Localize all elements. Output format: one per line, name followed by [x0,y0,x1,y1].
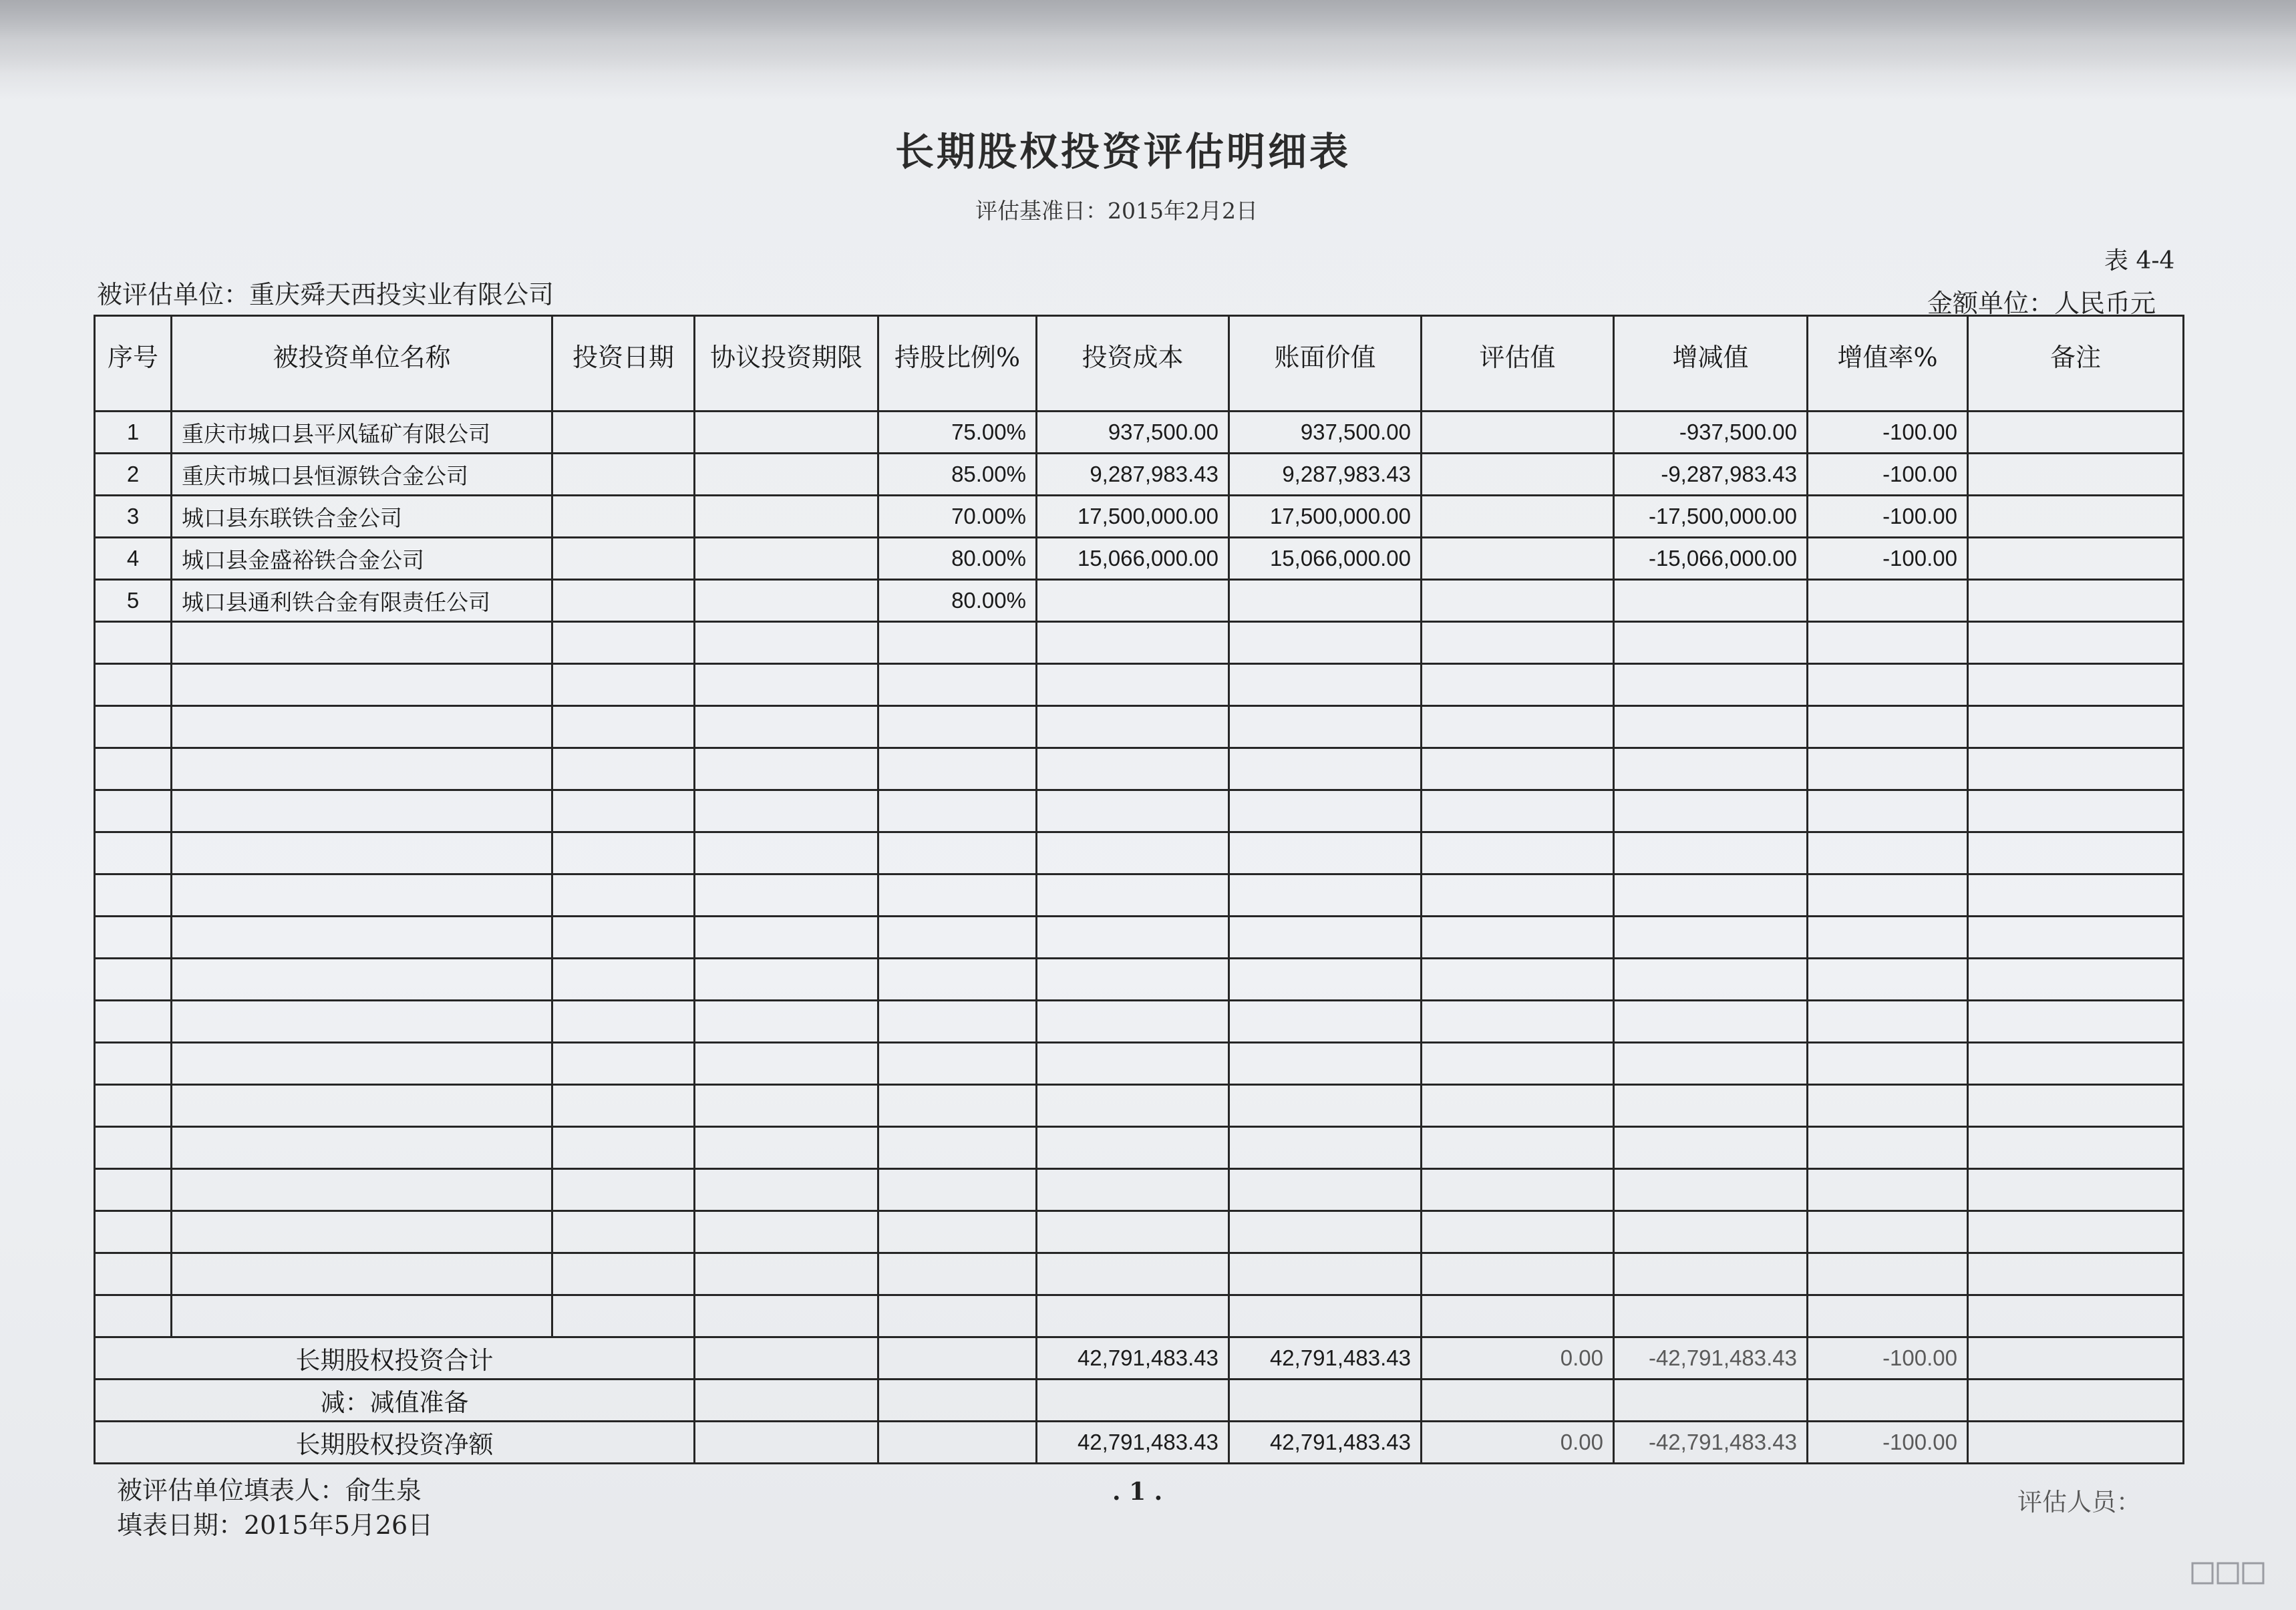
cell-eval [1422,454,1614,496]
evaluated-unit: 被评估单位：重庆舜天西投实业有限公司 [97,280,554,309]
summary-label: 减：减值准备 [95,1380,695,1422]
cell-diff [1614,580,1808,622]
summary-book [1229,1380,1422,1422]
summary-row-impairment [95,1380,2184,1422]
cell-term [695,580,878,622]
table-number: 表 4-4 [2104,247,2175,275]
summary-label: 长期股权投资合计 [95,1337,695,1380]
col-header-eval: 评估值 [1422,316,1614,412]
col-header-term: 协议投资期限 [695,316,878,412]
table-row [95,496,2184,538]
summary-eval: 0.00 [1422,1422,1614,1464]
scan-shadow [0,0,2296,73]
summary-eval: 0.00 [1422,1337,1614,1380]
col-header-note: 备注 [1968,316,2184,412]
summary-cost: 42,791,483.43 [1037,1422,1229,1464]
document-title: 长期股权投资评估明细表 [895,129,1351,174]
cell-date [552,412,695,454]
cell-cost: 937,500.00 [1037,412,1229,454]
empty-row [95,706,2184,748]
summary-row-total [95,1337,2184,1380]
cell-term [695,496,878,538]
cell-eval [1422,412,1614,454]
empty-row [95,1295,2184,1337]
cell-book: 15,066,000.00 [1229,538,1422,580]
table-header-row [95,316,2184,412]
summary-cost: 42,791,483.43 [1037,1337,1229,1380]
summary-rate: -100.00 [1808,1337,1968,1380]
col-header-date: 投资日期 [552,316,695,412]
empty-row [95,1211,2184,1253]
cell-no: 2 [95,454,172,496]
cell-term [695,538,878,580]
summary-book: 42,791,483.43 [1229,1337,1422,1380]
empty-row [95,874,2184,917]
cell-cost: 15,066,000.00 [1037,538,1229,580]
empty-row [95,1253,2184,1295]
cell-rate: -100.00 [1808,538,1968,580]
cell-note [1968,412,2184,454]
cell-no: 5 [95,580,172,622]
summary-row-net [95,1422,2184,1464]
cell-book: 17,500,000.00 [1229,496,1422,538]
col-header-name: 被投资单位名称 [172,316,552,412]
col-header-cost: 投资成本 [1037,316,1229,412]
empty-row [95,664,2184,706]
cell-book: 937,500.00 [1229,412,1422,454]
cell-date [552,580,695,622]
col-header-diff: 增减值 [1614,316,1808,412]
empty-row [95,622,2184,664]
summary-label: 长期股权投资净额 [95,1422,695,1464]
summary-rate: -100.00 [1808,1422,1968,1464]
summary-rate [1808,1380,1968,1422]
cell-date [552,538,695,580]
cell-ratio: 80.00% [878,580,1037,622]
cell-note [1968,580,2184,622]
cell-cost: 9,287,983.43 [1037,454,1229,496]
empty-row [95,1169,2184,1211]
empty-row [95,748,2184,790]
col-header-no: 序号 [95,316,172,412]
cell-date [552,496,695,538]
cell-diff: -9,287,983.43 [1614,454,1808,496]
cell-name: 城口县东联铁合金公司 [172,496,552,538]
cell-date [552,454,695,496]
col-header-ratio: 持股比例% [878,316,1037,412]
cell-name: 城口县金盛裕铁合金公司 [172,538,552,580]
cell-no: 1 [95,412,172,454]
cell-no: 3 [95,496,172,538]
empty-row [95,832,2184,874]
investment-table [94,315,2184,1464]
summary-book: 42,791,483.43 [1229,1422,1422,1464]
empty-row [95,959,2184,1001]
table-row [95,454,2184,496]
cell-note [1968,454,2184,496]
cell-name: 城口县通利铁合金有限责任公司 [172,580,552,622]
cell-eval [1422,496,1614,538]
table-row [95,538,2184,580]
cell-cost: 17,500,000.00 [1037,496,1229,538]
summary-diff [1614,1380,1808,1422]
cell-book: 9,287,983.43 [1229,454,1422,496]
preparer: 被评估单位填表人：俞生泉 [117,1476,422,1505]
empty-row [95,1127,2184,1169]
summary-cost [1037,1380,1229,1422]
table-row [95,580,2184,622]
cell-rate: -100.00 [1808,496,1968,538]
cell-cost [1037,580,1229,622]
cell-eval [1422,538,1614,580]
cell-name: 重庆市城口县平风锰矿有限公司 [172,412,552,454]
cell-ratio: 80.00% [878,538,1037,580]
cell-rate [1808,580,1968,622]
cell-diff: -17,500,000.00 [1614,496,1808,538]
empty-row [95,790,2184,832]
cell-diff: -937,500.00 [1614,412,1808,454]
empty-row [95,1043,2184,1085]
cell-book [1229,580,1422,622]
cell-note [1968,538,2184,580]
col-header-book: 账面价值 [1229,316,1422,412]
cell-name: 重庆市城口县恒源铁合金公司 [172,454,552,496]
cell-note [1968,496,2184,538]
empty-row [95,1085,2184,1127]
col-header-rate: 增值率% [1808,316,1968,412]
table-row [95,412,2184,454]
cell-ratio: 85.00% [878,454,1037,496]
cell-term [695,454,878,496]
cell-ratio: 70.00% [878,496,1037,538]
cell-term [695,412,878,454]
watermark-logo-icon [2191,1561,2265,1590]
cell-rate: -100.00 [1808,412,1968,454]
summary-eval [1422,1380,1614,1422]
cell-rate: -100.00 [1808,454,1968,496]
base-date: 评估基准日：2015年2月2日 [975,198,1258,224]
cell-ratio: 75.00% [878,412,1037,454]
currency-unit: 金额单位：人民币元 [1927,289,2156,318]
summary-diff: -42,791,483.43 [1614,1337,1808,1380]
cell-no: 4 [95,538,172,580]
page-number: . 1 . [1112,1478,1163,1506]
empty-row [95,917,2184,959]
empty-row [95,1001,2184,1043]
summary-diff: -42,791,483.43 [1614,1422,1808,1464]
cell-eval [1422,580,1614,622]
fill-date: 填表日期：2015年5月26日 [117,1510,434,1540]
cell-diff: -15,066,000.00 [1614,538,1808,580]
appraiser: 评估人员： [2017,1488,2141,1516]
